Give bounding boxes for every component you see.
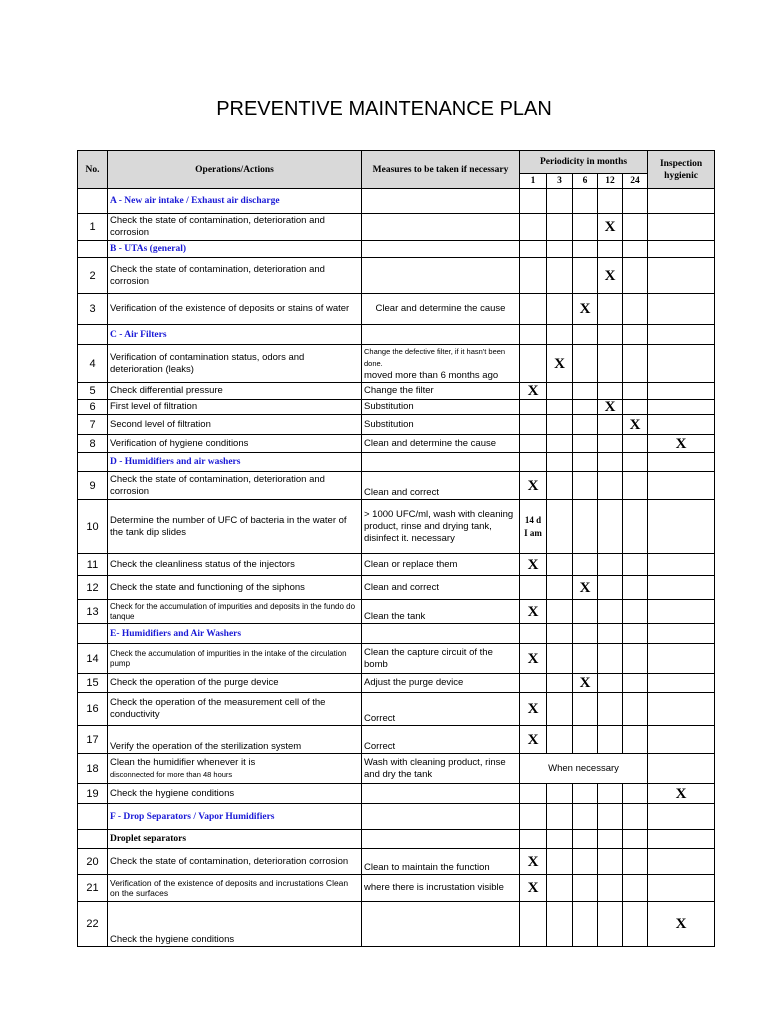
row-number: 22 xyxy=(78,902,108,947)
mark-x: X xyxy=(598,258,623,294)
operation-cell: Check the state of contamination, deterioration and corrosion xyxy=(108,472,362,500)
table-row xyxy=(78,400,715,415)
section-title: C - Air Filters xyxy=(108,325,362,345)
operation-cell: Verification of the existence of deposits or stains of water xyxy=(108,294,362,325)
header-month: 24 xyxy=(623,174,648,189)
table-row xyxy=(78,576,715,600)
table-row xyxy=(78,875,715,902)
mark-x: X xyxy=(648,435,715,453)
row-number: 15 xyxy=(78,674,108,693)
table-row xyxy=(78,784,715,804)
mark-x: X xyxy=(520,875,547,902)
operation-cell: Check the state of contamination, deterioration corrosion xyxy=(108,849,362,875)
table-row xyxy=(78,849,715,875)
section-title: A - New air intake / Exhaust air discharge xyxy=(108,189,362,214)
row-number: 11 xyxy=(78,554,108,576)
operation-cell: Verification of contamination status, odors and deterioration (leaks) xyxy=(108,345,362,383)
table-row xyxy=(78,415,715,435)
mark-x: X xyxy=(520,693,547,726)
row-number: 3 xyxy=(78,294,108,325)
row-number: 2 xyxy=(78,258,108,294)
operation-cell: Verify the operation of the sterilization system xyxy=(108,726,362,754)
section-row xyxy=(78,624,715,644)
measure-cell: Clean and determine the cause xyxy=(362,435,520,453)
table-row xyxy=(78,500,715,554)
table-row xyxy=(78,693,715,726)
operation-cell: Check the state of contamination, deterioration and corrosion xyxy=(108,214,362,241)
measure-cell: Substitution xyxy=(362,400,520,415)
measure-cell xyxy=(362,902,520,947)
measure-cell: Correct xyxy=(362,693,520,726)
operation-cell: Determine the number of UFC of bacteria in the water of the tank dip slides xyxy=(108,500,362,554)
measure-cell: Clear and determine the cause xyxy=(362,294,520,325)
mark-x: X xyxy=(573,674,598,693)
header-inspection: Inspection hygienic xyxy=(648,151,715,189)
measure-cell: Clean the capture circuit of the bomb xyxy=(362,644,520,674)
section-row xyxy=(78,325,715,345)
measure-cell: Clean the tank xyxy=(362,600,520,624)
operation-cell: Verification of the existence of deposits and incrustations Clean on the surfaces xyxy=(108,875,362,902)
measure-cell: Wash with cleaning product, rinse and dry the tank xyxy=(362,754,520,784)
section-title: F - Drop Separators / Vapor Humidifiers xyxy=(108,804,362,830)
measure-cell: Correct xyxy=(362,726,520,754)
table-row xyxy=(78,294,715,325)
subsection-row xyxy=(78,830,715,849)
row-number: 5 xyxy=(78,383,108,400)
table-row xyxy=(78,726,715,754)
mark-x: X xyxy=(598,400,623,415)
row-number: 13 xyxy=(78,600,108,624)
row-number: 10 xyxy=(78,500,108,554)
measure-cell: where there is incrustation visible xyxy=(362,875,520,902)
measure-cell: > 1000 UFC/ml, wash with cleaning product, rinse and drying tank, disinfect it. necessary xyxy=(362,500,520,554)
operation-cell: Check differential pressure xyxy=(108,383,362,400)
measure-cell: Clean to maintain the function xyxy=(362,849,520,875)
row-number: 19 xyxy=(78,784,108,804)
mark-x: X xyxy=(520,600,547,624)
measure-cell: Change the filter xyxy=(362,383,520,400)
table-row xyxy=(78,214,715,241)
table-row xyxy=(78,644,715,674)
operation-line: Clean the humidifier whenever it is xyxy=(110,756,256,768)
operation-cell: Check the operation of the measurement cell of the conductivity xyxy=(108,693,362,726)
header-month: 12 xyxy=(598,174,623,189)
operation-cell: Check for the accumulation of impurities and deposits in the fundo do tanque xyxy=(108,600,362,624)
measure-cell: Adjust the purge device xyxy=(362,674,520,693)
table-row xyxy=(78,383,715,400)
row-number: 20 xyxy=(78,849,108,875)
measure-cell xyxy=(362,345,520,383)
row-number: 16 xyxy=(78,693,108,726)
header-month: 1 xyxy=(520,174,547,189)
mark-x: X xyxy=(573,576,598,600)
period-cell xyxy=(520,500,547,554)
row-number: 17 xyxy=(78,726,108,754)
table-row xyxy=(78,472,715,500)
mark-x: X xyxy=(520,644,547,674)
operation-line: disconnected for more than 48 hours xyxy=(110,769,233,779)
row-number: 18 xyxy=(78,754,108,784)
measure-cell: Clean and correct xyxy=(362,472,520,500)
table-row xyxy=(78,674,715,693)
operation-cell: Check the hygiene conditions xyxy=(108,902,362,947)
operation-cell: Check the state and functioning of the siphons xyxy=(108,576,362,600)
operation-cell: Second level of filtration xyxy=(108,415,362,435)
row-number: 12 xyxy=(78,576,108,600)
header-month: 6 xyxy=(573,174,598,189)
section-title: D - Humidifiers and air washers xyxy=(108,453,362,472)
mark-x: X xyxy=(520,726,547,754)
section-row xyxy=(78,804,715,830)
maintenance-table xyxy=(77,150,715,947)
period-note: When necessary xyxy=(520,754,648,784)
measure-cell xyxy=(362,784,520,804)
section-row xyxy=(78,453,715,472)
operation-cell: Check the hygiene conditions xyxy=(108,784,362,804)
operation-cell: First level of filtration xyxy=(108,400,362,415)
table-row xyxy=(78,435,715,453)
mark-x: X xyxy=(520,383,547,400)
row-number: 1 xyxy=(78,214,108,241)
mark-x: X xyxy=(598,214,623,241)
mark-x: X xyxy=(648,902,715,947)
period-line: I am xyxy=(524,527,542,538)
operation-cell: Check the state of contamination, deterioration and corrosion xyxy=(108,258,362,294)
measure-cell: Clean and correct xyxy=(362,576,520,600)
table-row xyxy=(78,258,715,294)
mark-x: X xyxy=(520,472,547,500)
table-row xyxy=(78,902,715,947)
row-number: 4 xyxy=(78,345,108,383)
mark-x: X xyxy=(547,345,573,383)
measure-cell xyxy=(362,214,520,241)
operation-cell: Check the operation of the purge device xyxy=(108,674,362,693)
section-title: E- Humidifiers and Air Washers xyxy=(108,624,362,644)
measure-cell: Substitution xyxy=(362,415,520,435)
operation-cell: Check the cleanliness status of the injectors xyxy=(108,554,362,576)
mark-x: X xyxy=(520,554,547,576)
row-number: 9 xyxy=(78,472,108,500)
header-no: No. xyxy=(78,151,108,189)
header-measures: Measures to be taken if necessary xyxy=(362,151,520,189)
row-number: 6 xyxy=(78,400,108,415)
row-number: 14 xyxy=(78,644,108,674)
measure-line: Change the defective filter, if it hasn't been done. xyxy=(364,346,506,368)
operation-cell xyxy=(108,754,362,784)
row-number: 7 xyxy=(78,415,108,435)
mark-x: X xyxy=(623,415,648,435)
header-periodicity: Periodicity in months xyxy=(520,151,648,174)
operation-cell: Check the accumulation of impurities in the intake of the circulation pump xyxy=(108,644,362,674)
table-row xyxy=(78,600,715,624)
table-row xyxy=(78,754,715,784)
mark-x: X xyxy=(520,849,547,875)
table-row xyxy=(78,345,715,383)
row-number: 8 xyxy=(78,435,108,453)
header-month: 3 xyxy=(547,174,573,189)
measure-line: moved more than 6 months ago xyxy=(364,369,499,381)
measure-cell: Clean or replace them xyxy=(362,554,520,576)
mark-x: X xyxy=(648,784,715,804)
subsection-title: Droplet separators xyxy=(108,830,362,849)
page-title: PREVENTIVE MAINTENANCE PLAN xyxy=(216,98,552,120)
table-row xyxy=(78,554,715,576)
operation-cell: Verification of hygiene conditions xyxy=(108,435,362,453)
period-line: 14 d xyxy=(524,514,542,525)
section-row xyxy=(78,189,715,214)
header-operations: Operations/Actions xyxy=(108,151,362,189)
section-title: B - UTAs (general) xyxy=(108,241,362,258)
mark-x: X xyxy=(573,294,598,325)
measure-cell xyxy=(362,258,520,294)
section-row xyxy=(78,241,715,258)
row-number: 21 xyxy=(78,875,108,902)
